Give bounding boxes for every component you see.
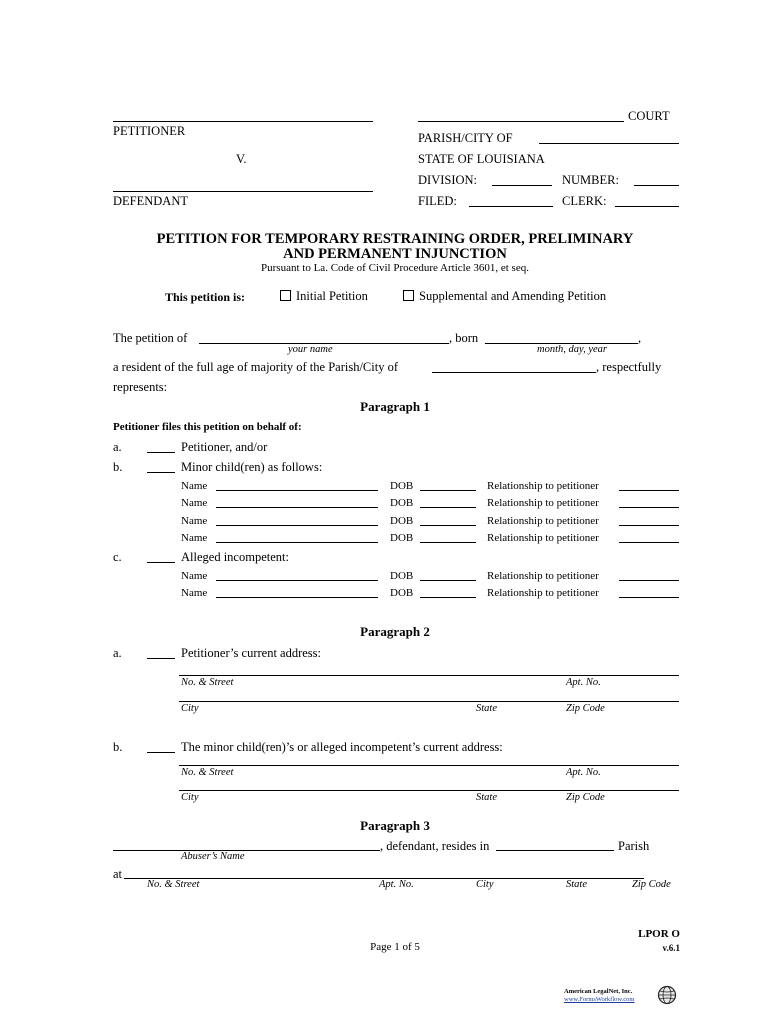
filed-label: FILED: [418, 194, 457, 208]
state-hint: State [476, 703, 497, 714]
defendant-line[interactable] [113, 191, 373, 192]
paragraph2-heading: Paragraph 2 [360, 624, 430, 639]
p1-a-letter: a. [113, 440, 122, 454]
relationship-line[interactable] [619, 525, 679, 526]
number-label: NUMBER: [562, 173, 619, 187]
dob-label: DOB [390, 497, 414, 509]
p2-b-text: The minor child(ren)’s or alleged incompetent’s current address: [181, 740, 503, 754]
born-text: , born [449, 331, 479, 345]
relationship-label: Relationship to petitioner [487, 570, 599, 582]
p1-b-blank[interactable] [147, 472, 175, 473]
name-line[interactable] [216, 507, 378, 508]
relationship-line[interactable] [619, 580, 679, 581]
initial-petition-option[interactable] [280, 289, 368, 304]
american-legalnet-logo[interactable] [556, 983, 680, 1007]
dob-label: DOB [390, 515, 414, 527]
abuser-hint: Abuser’s Name [181, 851, 245, 862]
zip-hint: Zip Code [566, 792, 605, 803]
city-hint: City [181, 792, 199, 803]
petition-type-label: This petition is: [165, 290, 246, 304]
resides-parish-line[interactable] [496, 850, 614, 851]
relationship-line[interactable] [619, 507, 679, 508]
supplemental-petition-label: Supplemental and Amending Petition [419, 289, 607, 303]
paragraph3-heading: Paragraph 3 [360, 818, 430, 833]
resident-parish-line[interactable] [432, 372, 596, 373]
form-version: v.6.1 [662, 943, 680, 953]
dob-label: DOB [390, 480, 414, 492]
dob-line[interactable] [420, 580, 476, 581]
name-label: Name [181, 532, 208, 544]
supplemental-petition-option[interactable] [403, 289, 606, 304]
petitioner-label: PETITIONER [113, 124, 186, 138]
paragraph1-heading: Paragraph 1 [360, 399, 430, 414]
city-hint: City [476, 879, 494, 890]
initial-petition-label: Initial Petition [296, 289, 368, 303]
court-label: COURT [628, 109, 670, 123]
dob-label: DOB [390, 587, 414, 599]
parish-city-line[interactable] [539, 143, 679, 144]
city-hint: City [181, 703, 199, 714]
street-hint: No. & Street [181, 677, 234, 688]
dob-line[interactable] [420, 542, 476, 543]
form-code: LPOR O [638, 928, 680, 940]
relationship-label: Relationship to petitioner [487, 497, 599, 509]
your-name-hint: your name [288, 344, 333, 355]
name-line[interactable] [216, 525, 378, 526]
street-hint: No. & Street [181, 767, 234, 778]
name-label: Name [181, 515, 208, 527]
apt-hint: Apt. No. [379, 879, 414, 890]
clerk-line[interactable] [615, 206, 679, 207]
resides-text: , defendant, resides in [380, 839, 490, 853]
name-label: Name [181, 587, 208, 599]
relationship-line[interactable] [619, 542, 679, 543]
state-hint: State [566, 879, 587, 890]
relationship-line[interactable] [619, 597, 679, 598]
dob-line[interactable] [420, 507, 476, 508]
initial-petition-checkbox[interactable] [280, 290, 291, 301]
clerk-label: CLERK: [562, 194, 607, 208]
respectfully-text: , respectfully [596, 360, 662, 374]
dob-label: DOB [390, 570, 414, 582]
child-city-line[interactable] [179, 790, 679, 791]
name-label: Name [181, 480, 208, 492]
page-number: Page 1 of 5 [370, 941, 420, 953]
name-line[interactable] [216, 597, 378, 598]
dob-line[interactable] [420, 525, 476, 526]
dob-line[interactable] [420, 597, 476, 598]
name-line[interactable] [216, 490, 378, 491]
relationship-label: Relationship to petitioner [487, 532, 599, 544]
p1-c-blank[interactable] [147, 562, 175, 563]
apt-hint: Apt. No. [566, 767, 601, 778]
at-text: at [113, 867, 123, 881]
paragraph1-lead: Petitioner files this petition on behalf of: [113, 421, 302, 433]
relationship-label: Relationship to petitioner [487, 587, 599, 599]
title-line1: PETITION FOR TEMPORARY RESTRAINING ORDER, PRELIMINARY [156, 231, 634, 247]
number-line[interactable] [634, 185, 679, 186]
relationship-label: Relationship to petitioner [487, 515, 599, 527]
versus-label: V. [236, 152, 247, 166]
logo-company: American LegalNet, Inc. [564, 988, 633, 995]
supplemental-petition-checkbox[interactable] [403, 290, 414, 301]
dob-line[interactable] [420, 490, 476, 491]
represents-text: represents: [113, 380, 168, 394]
division-line[interactable] [492, 185, 552, 186]
petitioner-street-line[interactable] [179, 675, 679, 676]
relationship-label: Relationship to petitioner [487, 480, 599, 492]
name-line[interactable] [216, 580, 378, 581]
street-hint: No. & Street [147, 879, 200, 890]
p2-b-letter: b. [113, 740, 123, 754]
p2-a-text: Petitioner’s current address: [181, 646, 322, 660]
intro-comma: , [638, 331, 642, 345]
relationship-line[interactable] [619, 490, 679, 491]
p1-a-text: Petitioner, and/or [181, 440, 268, 454]
p1-b-text: Minor child(ren) as follows: [181, 460, 323, 474]
division-label: DIVISION: [418, 173, 478, 187]
p2-b-blank[interactable] [147, 752, 175, 753]
petitioner-line[interactable] [113, 121, 373, 122]
dob-label: DOB [390, 532, 414, 544]
globe-icon [656, 985, 678, 1005]
p1-c-text: Alleged incompetent: [181, 550, 289, 564]
filed-line[interactable] [469, 206, 553, 207]
p2-a-blank[interactable] [147, 658, 175, 659]
state-hint: State [476, 792, 497, 803]
resident-text: a resident of the full age of majority of the Parish/City of [113, 360, 398, 374]
dob-hint: month, day, year [537, 344, 607, 355]
state-label: STATE OF LOUISIANA [418, 152, 545, 166]
logo-url: www.FormsWorkflow.com [564, 996, 635, 1003]
abuser-name-line[interactable] [113, 850, 380, 851]
defendant-label: DEFENDANT [113, 194, 188, 208]
name-line[interactable] [216, 542, 378, 543]
p1-b-letter: b. [113, 460, 123, 474]
name-label: Name [181, 497, 208, 509]
name-label: Name [181, 570, 208, 582]
title-subtitle: Pursuant to La. Code of Civil Procedure Article 3601, et seq. [261, 262, 529, 274]
court-line[interactable] [418, 121, 624, 122]
p1-a-blank[interactable] [147, 452, 175, 453]
p2-a-letter: a. [113, 646, 122, 660]
parish-text: Parish [618, 839, 650, 853]
zip-hint: Zip Code [632, 879, 671, 890]
petitioner-city-line[interactable] [179, 701, 679, 702]
parish-city-label: PARISH/CITY OF [418, 131, 513, 145]
child-street-line[interactable] [179, 765, 679, 766]
p1-c-letter: c. [113, 550, 122, 564]
petition-of-text: The petition of [113, 331, 188, 345]
apt-hint: Apt. No. [566, 677, 601, 688]
title-line2: AND PERMANENT INJUNCTION [283, 246, 507, 262]
zip-hint: Zip Code [566, 703, 605, 714]
